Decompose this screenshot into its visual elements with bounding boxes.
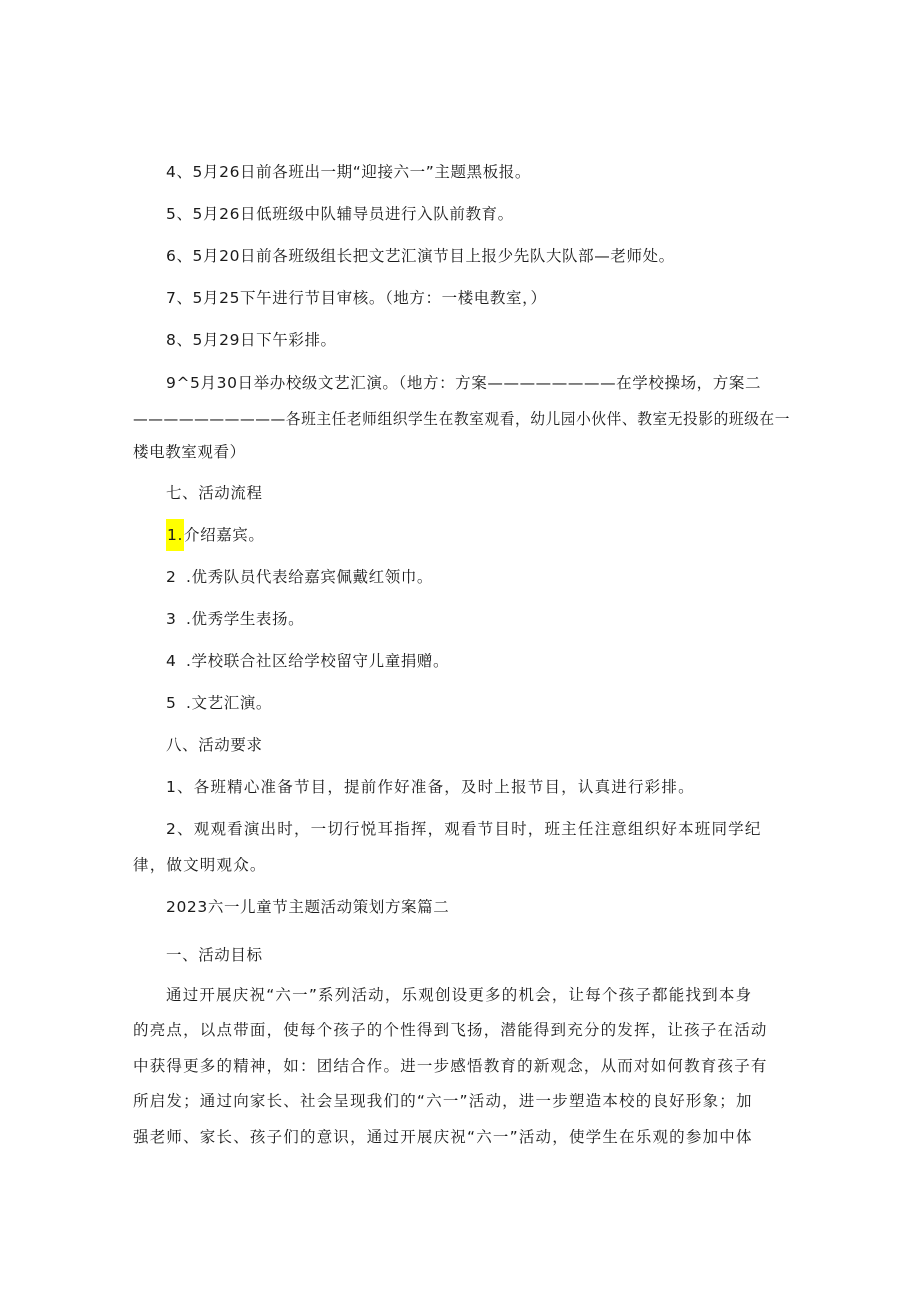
highlighted-number: 1. xyxy=(166,519,184,551)
flow-item-2: 2 .优秀队员代表给嘉宾佩戴红领巾。 xyxy=(166,568,434,586)
flow-item-5: 5 .文艺汇演。 xyxy=(166,694,273,712)
requirement-2-line1: 2、观观看演出时，一切行悦耳指挥，观看节目时，班主任注意组织好本班同学纪 xyxy=(166,820,762,838)
flow-item-1-text: 介绍嘉宾。 xyxy=(184,526,265,544)
requirement-2-line2: 律，做文明观众。 xyxy=(133,856,267,874)
schedule-item-8: 8、5月29日下午彩排。 xyxy=(166,331,337,349)
goal-line-2: 的亮点，以点带面，使每个孩子的个性得到飞扬，潜能得到充分的发挥，让孩子在活动 xyxy=(133,1021,768,1039)
goal-line-4: 所启发；通过向家长、社会呈现我们的“六一”活动，进一步塑造本校的良好形象；加 xyxy=(133,1092,753,1110)
goal-line-3: 中获得更多的精神，如：团结合作。进一步感悟教育的新观念，从而对如何教育孩子有 xyxy=(133,1057,768,1075)
schedule-item-9-line2: ——————————各班主任老师组织学生在教室观看，幼儿园小伙伴、教室无投影的班级在一 xyxy=(133,410,791,428)
flow-item-3: 3 .优秀学生表扬。 xyxy=(166,610,305,628)
goal-heading: 一、活动目标 xyxy=(166,946,263,964)
goal-line-1: 通过开展庆祝“六一”系列活动，乐观创设更多的机会，让每个孩子都能找到本身 xyxy=(166,986,753,1004)
flow-item-1 xyxy=(166,525,265,545)
schedule-item-4: 4、5月26日前各班出一期“迎接六一”主题黑板报。 xyxy=(166,163,532,181)
schedule-item-9-line3: 楼电教室观看） xyxy=(133,443,246,461)
schedule-item-7: 7、5月25下午进行节目审核。（地方：一楼电教室，） xyxy=(166,289,547,307)
schedule-item-6: 6、5月20日前各班级组长把文艺汇演节目上报少先队大队部—老师处。 xyxy=(166,247,675,265)
requirement-1: 1、各班精心准备节目，提前作好准备，及时上报节目，认真进行彩排。 xyxy=(166,778,695,796)
section-8-heading: 八、活动要求 xyxy=(166,736,263,754)
section-7-heading: 七、活动流程 xyxy=(166,484,263,502)
goal-line-5: 强老师、家长、孩子们的意识，通过开展庆祝“六一”活动，使学生在乐观的参加中体 xyxy=(133,1128,753,1146)
part-2-title: 2023六一儿童节主题活动策划方案篇二 xyxy=(166,898,450,916)
schedule-item-9-line1: 9^5月30日举办校级文艺汇演。（地方：方案————————在学校操场，方案二 xyxy=(166,374,762,392)
schedule-item-5: 5、5月26日低班级中队辅导员进行入队前教育。 xyxy=(166,205,514,223)
flow-item-4: 4 .学校联合社区给学校留守儿童捐赠。 xyxy=(166,652,450,670)
